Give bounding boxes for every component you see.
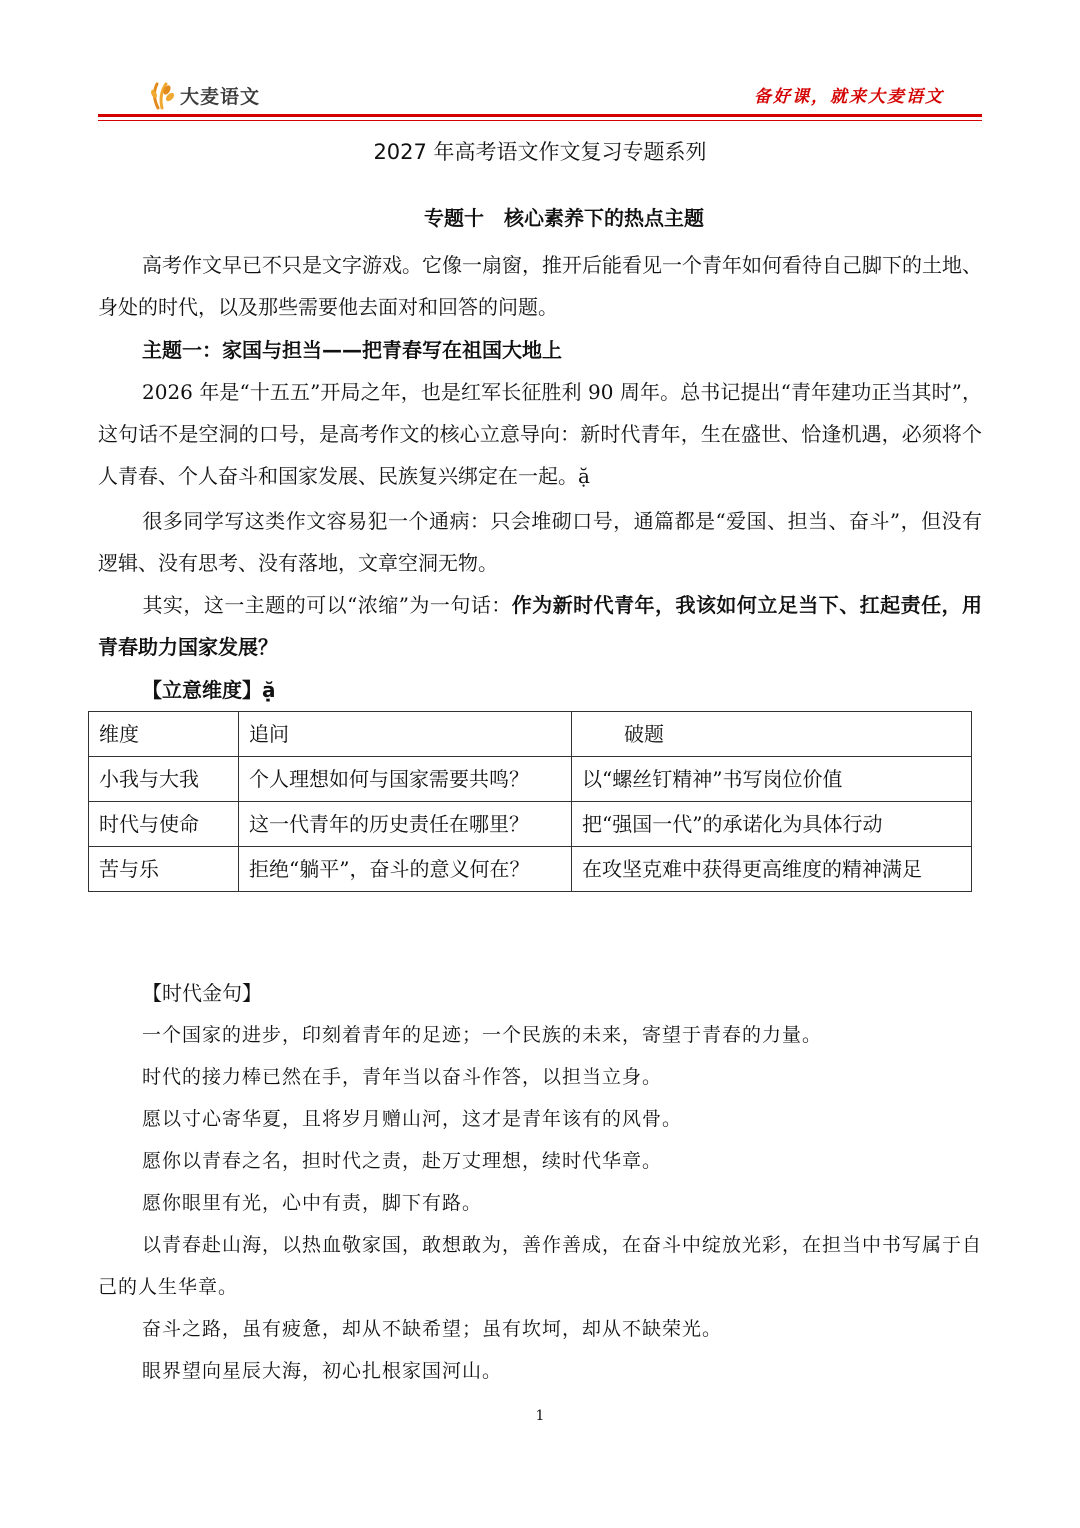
quotes-list xyxy=(98,1014,982,1392)
table-header-row xyxy=(89,712,972,757)
table-cell: 时代与使命 xyxy=(89,802,239,847)
table-cell: 把“强国一代”的承诺化为具体行动 xyxy=(572,802,972,847)
quote-item: 愿以寸心寄华夏，且将岁月赠山河，这才是青年该有的风骨。 xyxy=(142,1108,683,1130)
header-slogan: 备好课，就来大麦语文 xyxy=(754,87,944,107)
quote-item: 奋斗之路，虽有疲惫，却从不缺希望；虽有坎坷，却从不缺荣光。 xyxy=(142,1318,723,1340)
header-rule-thin xyxy=(98,120,982,121)
theme-heading: 主题一：家国与担当——把青春写在祖国大地上 xyxy=(142,338,562,362)
table-row xyxy=(89,757,972,802)
paragraph-1 xyxy=(98,371,982,497)
table-cell: 追问 xyxy=(239,712,572,757)
dims-label: 【立意维度】ặ xyxy=(142,678,276,702)
table-cell: 以“螺丝钉精神”书写岗位价值 xyxy=(572,757,972,802)
document-title: 2027 年高考语文作文复习专题系列 xyxy=(373,140,707,164)
logo xyxy=(148,78,260,112)
quote-item: 时代的接力棒已然在手，青年当以奋斗作答，以担当立身。 xyxy=(142,1066,663,1088)
intro-text: 高考作文早已不只是文字游戏。它像一扇窗，推开后能看见一个青年如何看待自己脚下的土地、身处的时代，以及那些需要他去面对和回答的问题。 xyxy=(98,253,982,319)
quotes-label: 【时代金句】 xyxy=(142,981,262,1005)
logo-text: 大麦语文 xyxy=(180,85,261,108)
paragraph-2 xyxy=(98,500,982,584)
quote-item: 以青春赴山海，以热血敬家国，敢想敢为，善作善成，在奋斗中绽放光彩，在担当中书写属于自己的人生华章。 xyxy=(98,1234,983,1298)
header-rule-thick xyxy=(98,114,982,117)
table-cell: 在攻坚克难中获得更高维度的精神满足 xyxy=(572,847,972,892)
paragraph-3 xyxy=(98,584,982,668)
table-cell: 拒绝“躺平”，奋斗的意义何在？ xyxy=(239,847,572,892)
table-cell: 维度 xyxy=(89,712,239,757)
table-cell: 小我与大我 xyxy=(89,757,239,802)
paragraph-1-text: 2026 年是“十五五”开局之年，也是红军长征胜利 90 周年。总书记提出“青年建功正当其时”，这句话不是空洞的口号，是高考作文的核心立意导向：新时代青年，生在盛世、恰逢机遇，必须将个人青春、个人奋斗和国家发展、民族复兴绑定在一起。ặ xyxy=(98,380,982,488)
table-cell: 破题 xyxy=(572,712,972,757)
wheat-logo-icon xyxy=(148,80,176,110)
quote-item: 一个国家的进步，印刻着青年的足迹；一个民族的未来，寄望于青春的力量。 xyxy=(142,1024,823,1046)
document-subtitle: 专题十 核心素养下的热点主题 xyxy=(424,206,704,230)
intro-paragraph xyxy=(98,244,982,328)
paragraph-3-bold: 作为新时代青年，我该如何立足当下、扛起责任，用青春助力国家发展？ xyxy=(98,593,983,659)
paragraph-3-text: 其实，这一主题的可以“浓缩”为一句话： xyxy=(142,593,512,617)
table-cell: 苦与乐 xyxy=(89,847,239,892)
table-cell: 个人理想如何与国家需要共鸣？ xyxy=(239,757,572,802)
table-row xyxy=(89,802,972,847)
table-row xyxy=(89,847,972,892)
page-header xyxy=(98,76,982,120)
quote-item: 愿你以青春之名，担时代之责，赴万丈理想，续时代华章。 xyxy=(142,1150,663,1172)
dimensions-table xyxy=(88,711,972,892)
table-cell: 这一代青年的历史责任在哪里？ xyxy=(239,802,572,847)
page-number: 1 xyxy=(535,1408,545,1424)
quote-item: 眼界望向星辰大海，初心扎根家国河山。 xyxy=(142,1360,503,1382)
paragraph-2-text: 很多同学写这类作文容易犯一个通病：只会堆砌口号，通篇都是“爱国、担当、奋斗”，但没有逻辑、没有思考、没有落地，文章空洞无物。 xyxy=(98,509,982,575)
quote-item: 愿你眼里有光，心中有责，脚下有路。 xyxy=(142,1192,483,1214)
